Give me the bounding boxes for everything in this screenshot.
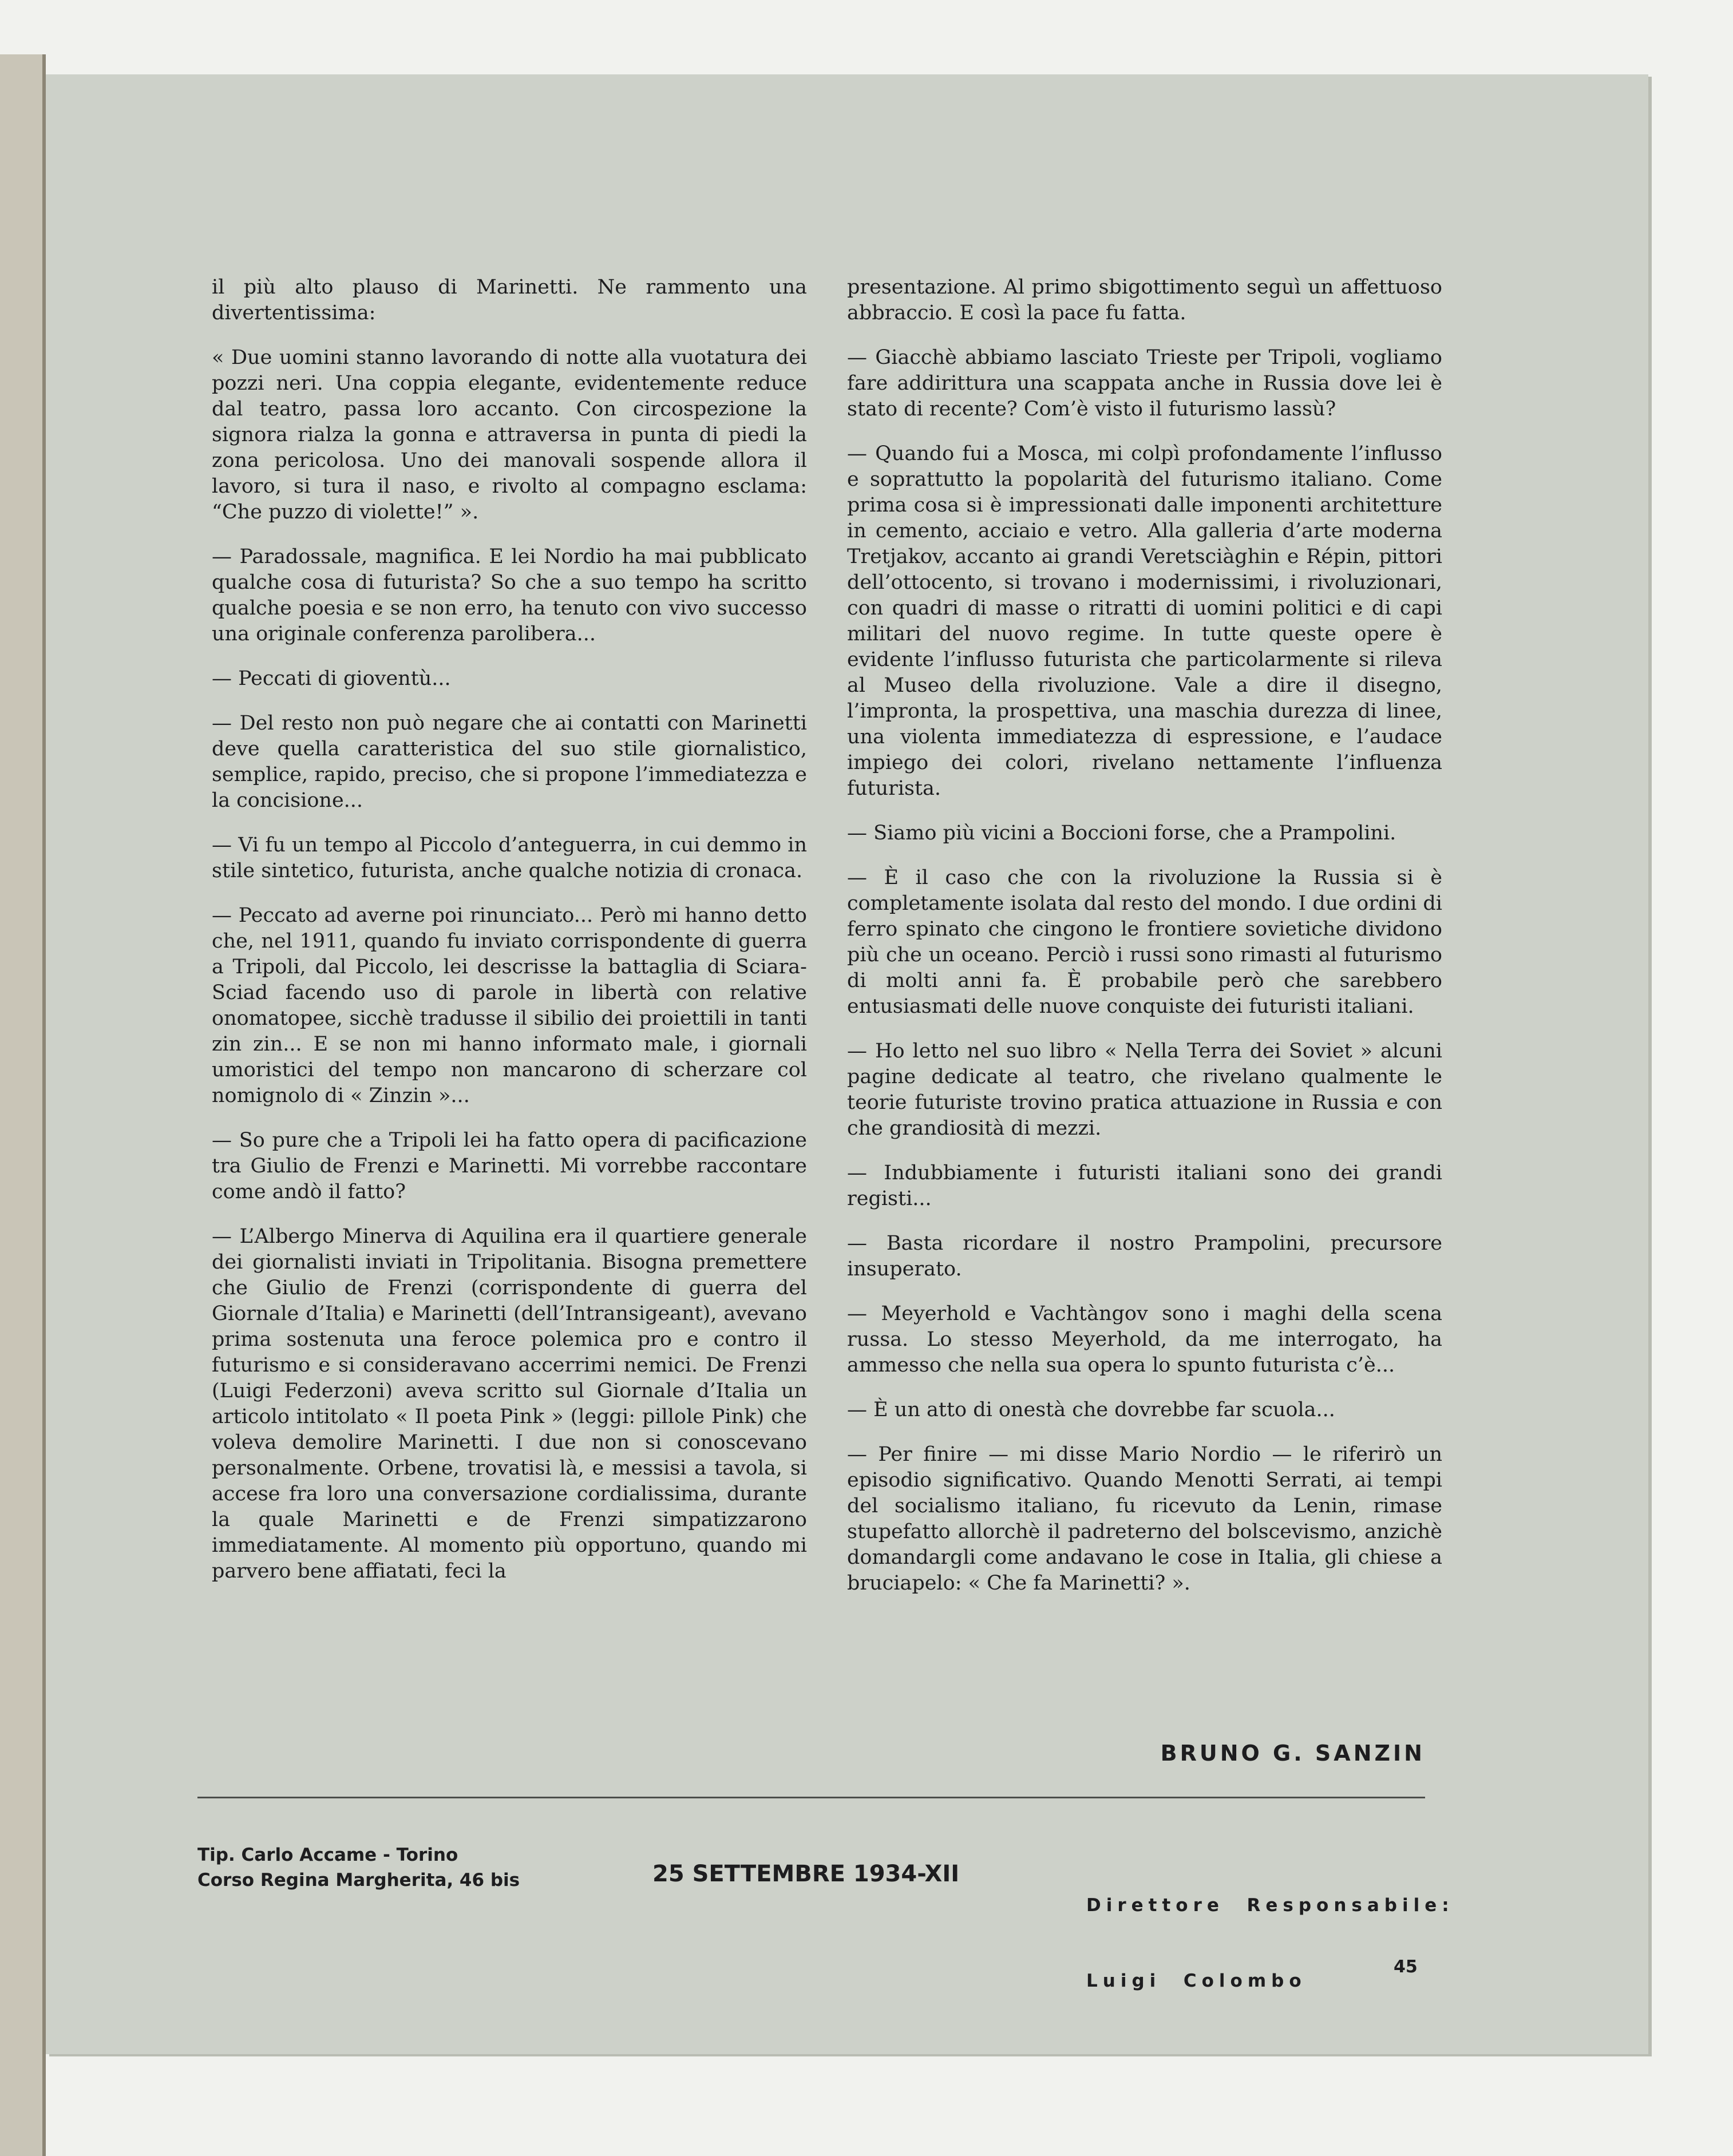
paragraph: — So pure che a Tripoli lei ha fatto opera di pacificazione tra Giulio de Frenzi e Marinetti. Mi vorrebbe raccontare come andò il fatto? <box>212 1129 807 1203</box>
page-number: 45 <box>1394 1957 1418 1977</box>
paragraph: — È il caso che con la rivoluzione la Russia si è completamente isolata dal resto del mondo. I due ordini di ferro spinato che cingono le frontiere sovietiche dividono più che un oceano. Perciò i russi sono rimasti al futurismo di molti anni fa. È probabile però che sarebbero entusiasmati delle nuove conquiste dei futuristi italiani. <box>847 866 1443 1018</box>
paragraph: — Peccati di gioventù... <box>212 667 451 690</box>
director-name: Luigi Colombo <box>1086 1971 1307 1991</box>
paragraph: — Basta ricordare il nostro Prampolini, precursore insuperato. <box>847 1232 1442 1281</box>
article-right-column <box>847 275 1442 1615</box>
paragraph: — Quando fui a Mosca, mi colpì profondamente l’influsso e soprattutto la popolarità del futurismo italiano. Come prima cosa si è impressionati dalle imponenti architetture in cemento, acciaio e vetro. Alla galleria d’arte moderna Tretjakov, accanto ai grandi Veretsciàghin e Répin, pittori dell’ottocento, si trovano i modernissimi, i rivoluzionari, con quadri di masse o ritratti di uomini politici e di capi militari del nuovo regime. In tutte queste opere è evidente l’influsso futurista che particolarmente si rileva al Museo della rivoluzione. Vale a dire il disegno, l’impronta, la prospettiva, una maschia durezza di linee, una violenta immediatezza di espressione, e l’audace impiego dei colori, rivelano nettamente l’influenza futurista. <box>847 442 1442 800</box>
paragraph: — Indubbiamente i futuristi italiani sono dei grandi registi... <box>847 1162 1442 1210</box>
author-signature: BRUNO G. SANZIN <box>1160 1741 1425 1766</box>
issue-date: 25 SETTEMBRE 1934-XII <box>652 1861 960 1887</box>
paragraph: — È un atto di onestà che dovrebbe far scuola... <box>847 1398 1335 1421</box>
paragraph: — Del resto non può negare che ai contatti con Marinetti deve quella caratteristica del suo stile giornalistico, semplice, rapido, preciso, che si propone l’immediatezza e la concisione... <box>212 712 807 812</box>
printer-imprint <box>197 1842 520 1893</box>
paragraph: il più alto plauso di Marinetti. Ne rammento una divertentissima: <box>212 276 807 324</box>
paragraph: — Meyerhold e Vachtàngov sono i maghi della scena russa. Lo stesso Meyerhold, da me interrogato, ha ammesso che nella sua opera lo spunto futurista c’è... <box>847 1302 1442 1377</box>
director-title: Direttore Responsabile: <box>1086 1895 1454 1916</box>
paragraph: — Vi fu un tempo al Piccolo d’anteguerra, in cui demmo in stile sintetico, futurista, anche qualche notizia di cronaca. <box>212 834 807 882</box>
paragraph: — L’Albergo Minerva di Aquilina era il quartiere generale dei giornalisti inviati in Tripolitania. Bisogna premettere che Giulio de Frenzi (corrispondente di guerra del Giornale d’Italia) e Marinetti (dell’Intransigeant), avevano prima sostenuta una feroce polemica pro e contro il futurismo e si consideravano accerrimi nemici. De Frenzi (Luigi Federzoni) aveva scritto sul Giornale d’Italia un articolo intitolato « Il poeta Pink » (leggi: pillole Pink) che voleva demolire Marinetti. I due non si conoscevano personalmente. Orbene, trovatisi là, e messisi a tavola, si accese fra loro una conversazione cordialissima, durante la quale Marinetti e de Frenzi simpatizzarono immediatamente. Al momento più opportuno, quando mi parvero bene affiatati, feci la <box>212 1225 807 1583</box>
paragraph: — Giacchè abbiamo lasciato Trieste per Tripoli, vogliamo fare addirittura una scappata anche in Russia dove lei è stato di recente? Com’è visto il futurismo lassù? <box>847 346 1442 421</box>
printer-name: Tip. Carlo Accame - Torino <box>197 1845 458 1865</box>
director-credit <box>1086 1842 1454 2019</box>
printer-address: Corso Regina Margherita, 46 bis <box>197 1870 520 1891</box>
paragraph: presentazione. Al primo sbigottimento seguì un affettuoso abbraccio. E così la pace fu fatta. <box>847 276 1442 324</box>
adjacent-page-edge <box>0 54 46 2156</box>
paragraph: — Ho letto nel suo libro « Nella Terra dei Soviet » alcuni pagine dedicate al teatro, che rivelano qualmente le teorie futuriste trovino pratica attuazione in Russia e con che grandiosità di mezzi. <box>847 1040 1442 1140</box>
footer-divider <box>197 1797 1425 1798</box>
paragraph: « Due uomini stanno lavorando di notte alla vuotatura dei pozzi neri. Una coppia elegante, evidentemente reduce dal teatro, passa loro accanto. Con circospezione la signora rialza la gonna e attraversa in punta di piedi la zona pericolosa. Uno dei manovali sospende allora il lavoro, si tura il naso, e rivolto al compagno esclama: “Che puzzo di violette!” ». <box>212 346 807 524</box>
article-left-column <box>212 275 807 1603</box>
paragraph: — Per finire — mi disse Mario Nordio — le riferirò un episodio significativo. Quando Menotti Serrati, ai tempi del socialismo italiano, fu ricevuto da Lenin, rimase stupefatto allorchè il padreterno del bolscevismo, anzichè domandargli come andavano le cose in Italia, gli chiese a bruciapelo: « Che fa Marinetti? ». <box>847 1443 1442 1595</box>
paragraph: — Peccato ad averne poi rinunciato... Però mi hanno detto che, nel 1911, quando fu inviato corrispondente di guerra a Tripoli, dal Piccolo, lei descrisse la battaglia di Sciara-Sciad facendo uso di parole in libertà con relative onomatopee, sicchè tradusse il sibilio dei proiettili in tanti zin zin... E se non mi hanno informato male, i giornali umoristici del tempo non mancarono di scherzare col nomignolo di « Zinzin »... <box>212 904 807 1107</box>
paragraph: — Paradossale, magnifica. E lei Nordio ha mai pubblicato qualche cosa di futurista? So che a suo tempo ha scritto qualche poesia e se non erro, ha tenuto con vivo successo una originale conferenza parolibera... <box>212 545 807 645</box>
paragraph: — Siamo più vicini a Boccioni forse, che a Prampolini. <box>847 822 1396 845</box>
